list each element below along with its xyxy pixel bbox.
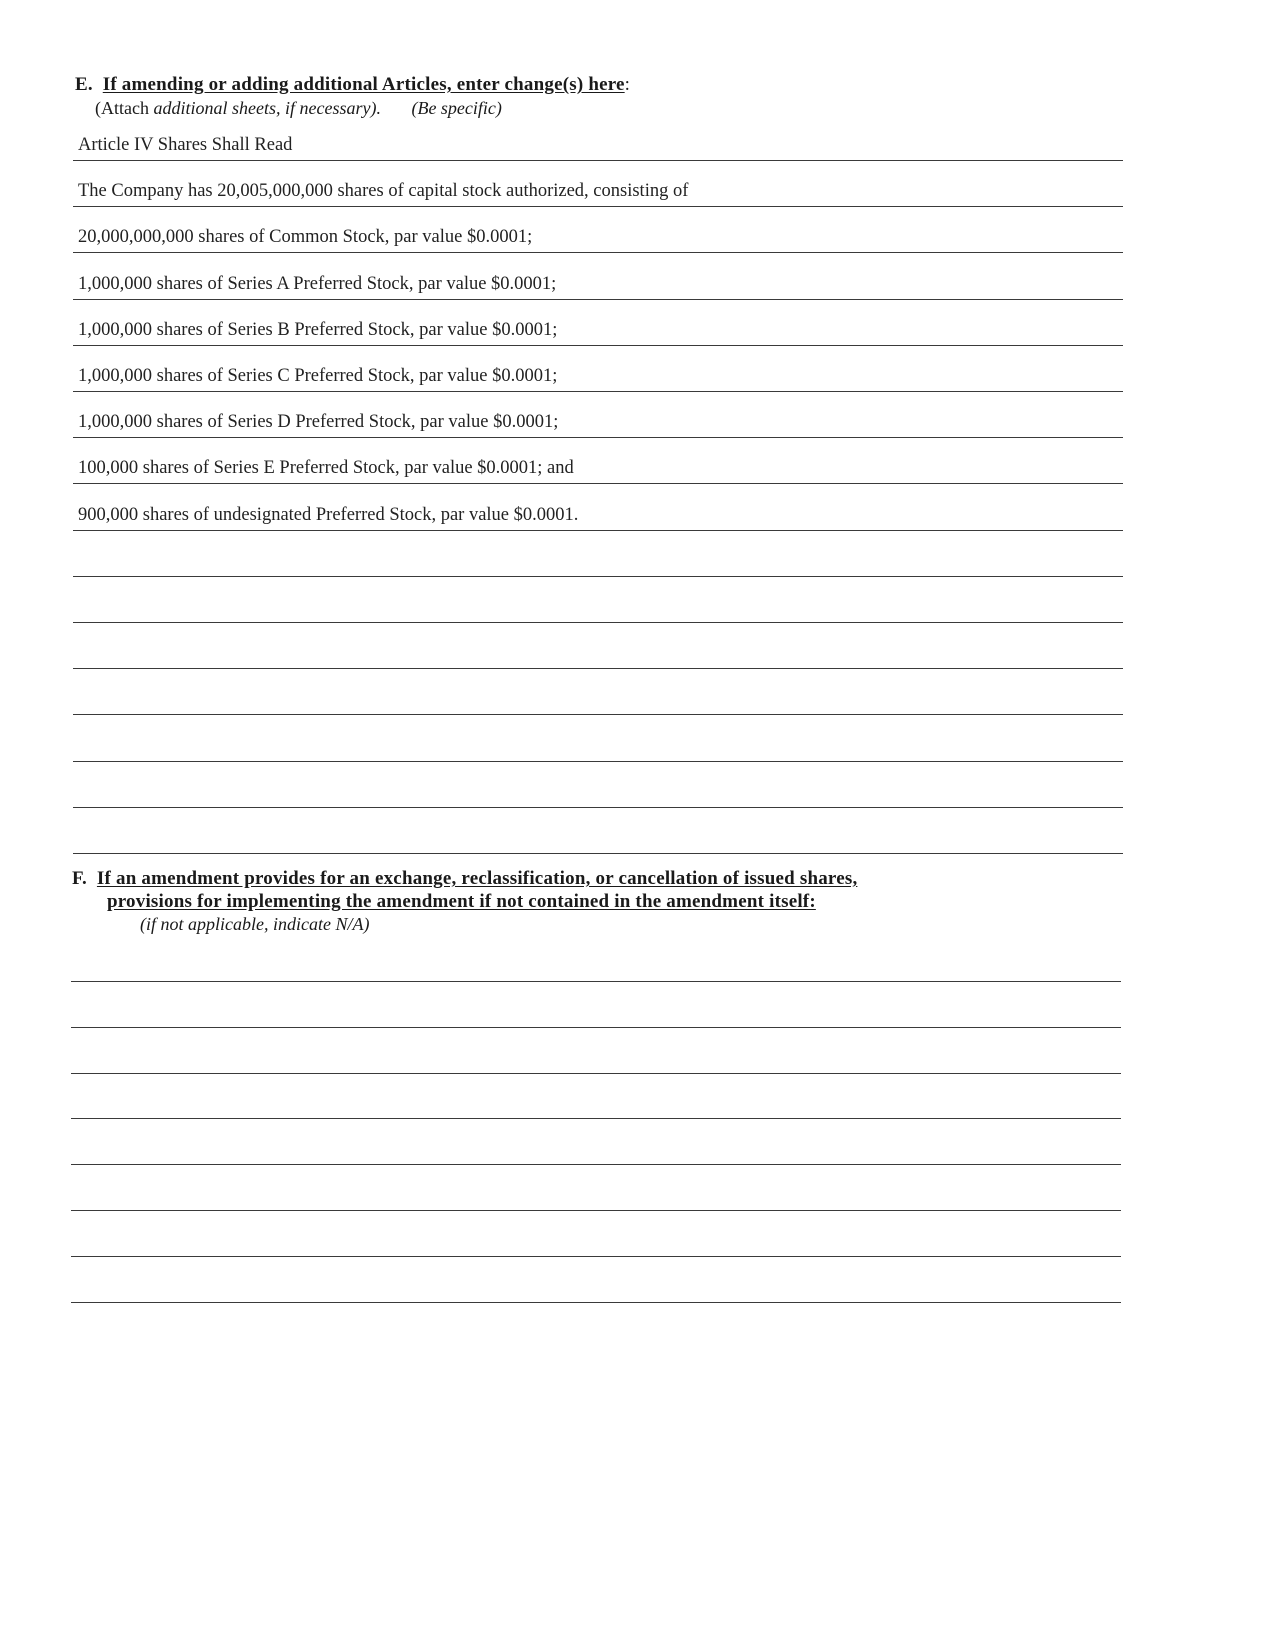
section-e-instruction-italic: additional sheets, if necessary). bbox=[153, 98, 381, 118]
section-e-line-text: 900,000 shares of undesignated Preferred Stock, par value $0.0001. bbox=[78, 504, 579, 525]
section-e-heading bbox=[75, 74, 630, 96]
section-e-instruction-extra: (Be specific) bbox=[411, 98, 502, 118]
section-e-letter: E. bbox=[75, 74, 93, 95]
section-f-heading-line2 bbox=[107, 891, 816, 913]
section-f-letter: F. bbox=[72, 868, 88, 889]
section-e-line-16[interactable] bbox=[73, 806, 1123, 854]
section-e-line-12[interactable] bbox=[73, 621, 1123, 669]
section-e-line-text: Article IV Shares Shall Read bbox=[78, 135, 293, 155]
section-e-line-text: 1,000,000 shares of Series A Preferred Stock, par value $0.0001; bbox=[78, 273, 557, 294]
section-e-line-10[interactable] bbox=[73, 529, 1123, 577]
section-e-line-3[interactable] bbox=[73, 205, 1123, 253]
section-f-line-1[interactable] bbox=[71, 934, 1121, 982]
section-e-title-colon: : bbox=[624, 74, 631, 95]
section-e-line-15[interactable] bbox=[73, 760, 1123, 808]
section-e-line-text: 1,000,000 shares of Series B Preferred Stock, par value $0.0001; bbox=[78, 319, 558, 340]
section-e-line-5[interactable] bbox=[73, 298, 1123, 346]
section-e-instruction-open: (Attach bbox=[95, 98, 154, 118]
section-e-line-text: 100,000 shares of Series E Preferred Stock, par value $0.0001; and bbox=[78, 458, 574, 479]
section-e-line-2[interactable] bbox=[73, 159, 1123, 207]
section-f-title-line1: If an amendment provides for an exchange, reclassification, or cancellation of issued shares, bbox=[96, 868, 858, 889]
section-f-instruction bbox=[140, 914, 369, 935]
section-e-line-9[interactable] bbox=[73, 483, 1123, 531]
section-e-line-text: 1,000,000 shares of Series D Preferred Stock, par value $0.0001; bbox=[78, 412, 559, 433]
section-f-line-2[interactable] bbox=[71, 980, 1121, 1028]
section-e-line-6[interactable] bbox=[73, 344, 1123, 392]
section-f-line-4[interactable] bbox=[71, 1071, 1121, 1119]
section-e-line-7[interactable] bbox=[73, 390, 1123, 438]
section-f-line-3[interactable] bbox=[71, 1026, 1121, 1074]
section-f-line-8[interactable] bbox=[71, 1255, 1121, 1303]
section-f-title-line2: provisions for implementing the amendment if not contained in the amendment itself: bbox=[107, 891, 816, 912]
section-e-line-8[interactable] bbox=[73, 436, 1123, 484]
section-e-line-text: The Company has 20,005,000,000 shares of capital stock authorized, consisting of bbox=[78, 181, 689, 202]
section-e-line-text: 20,000,000,000 shares of Common Stock, par value $0.0001; bbox=[78, 227, 533, 248]
section-e-line-13[interactable] bbox=[73, 667, 1123, 715]
section-f-heading bbox=[72, 868, 857, 890]
section-f-instruction-italic: (if not applicable, indicate N/A) bbox=[140, 914, 370, 934]
section-f-line-7[interactable] bbox=[71, 1209, 1121, 1257]
section-f-line-5[interactable] bbox=[71, 1117, 1121, 1165]
section-e-line-11[interactable] bbox=[73, 575, 1123, 623]
section-e-line-4[interactable] bbox=[73, 252, 1123, 300]
section-e-line-text: 1,000,000 shares of Series C Preferred Stock, par value $0.0001; bbox=[78, 366, 558, 386]
section-f-line-6[interactable] bbox=[71, 1163, 1121, 1211]
section-e-line-1[interactable] bbox=[73, 113, 1123, 161]
section-e-line-14[interactable] bbox=[73, 714, 1123, 762]
section-e-title: If amending or adding additional Articles, enter change(s) here bbox=[102, 74, 625, 95]
